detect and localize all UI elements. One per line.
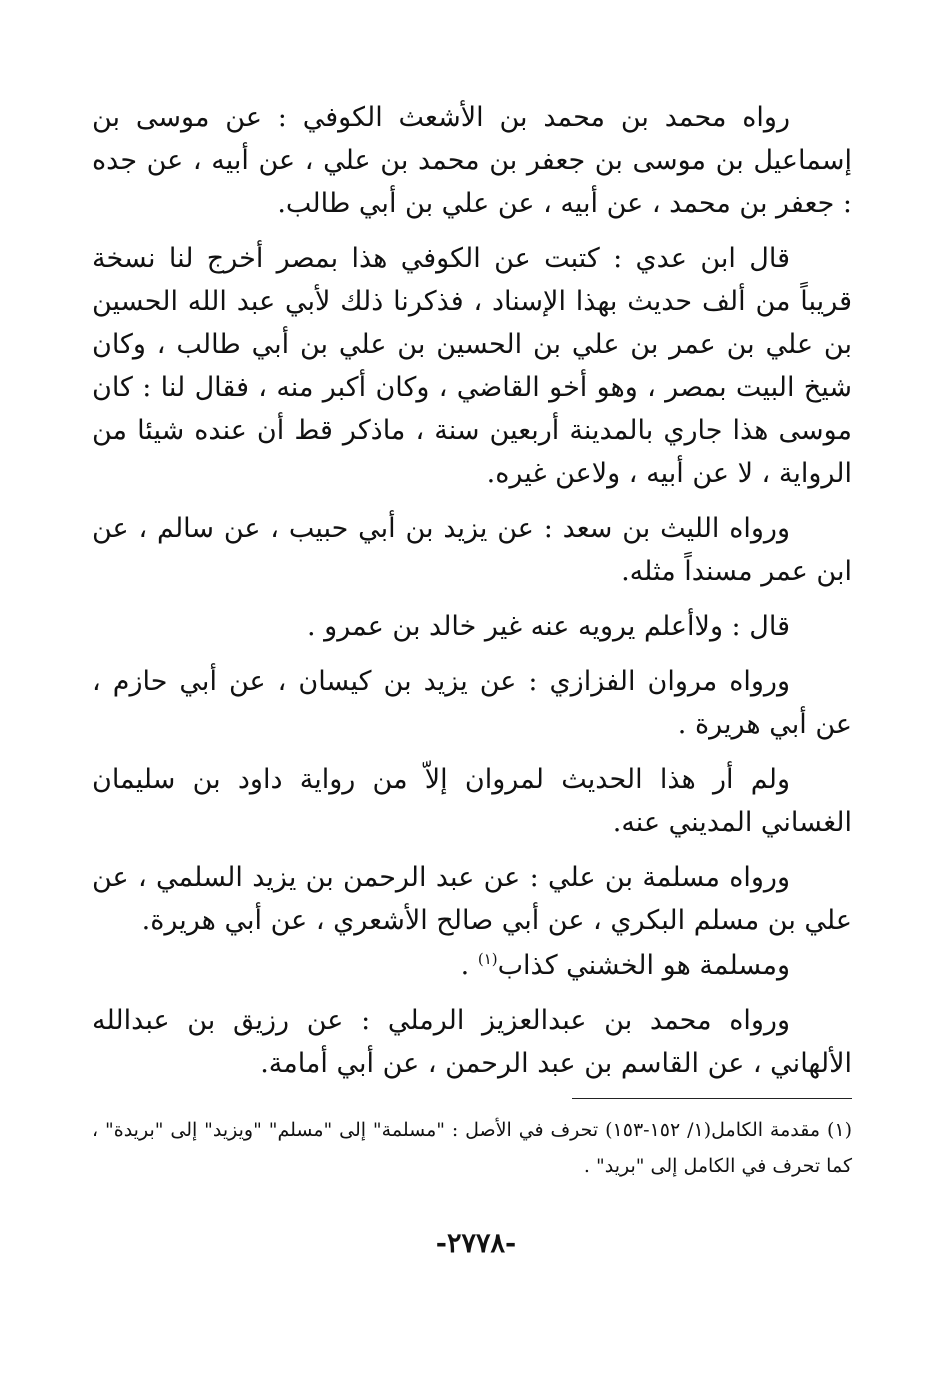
main-text bbox=[92, 96, 852, 1097]
paragraph-ramli: ورواه محمد بن عبدالعزيز الرملي : عن رزيق بن عبدالله الألهاني ، عن القاسم بن عبد الرحمن ، عن أبي أمامة. bbox=[92, 1005, 852, 1079]
maslama-note-text: ومسلمة هو الخشني كذاب bbox=[497, 950, 790, 981]
footnote: (١) مقدمة الكامل(١/ ١٥٢-١٥٣) تحرف في الأصل : "مسلمة" إلى "مسلم" "ويزيد" إلى "بريدة" ، كما تحرف في الكامل إلى "بريد" . bbox=[92, 1119, 852, 1177]
maslama-note-end: . bbox=[460, 950, 478, 981]
paragraph-ibn-adi: قال ابن عدي : كتبت عن الكوفي هذا بمصر أخرج لنا نسخة قريباً من ألف حديث بهذا الإسناد ، فذكرنا ذلك لأبي عبد الله الحسين بن علي بن عمر بن علي بن الحسين بن علي بن أبي طالب ، وكان شيخ البيت بمصر ، وهو أخو القاضي ، وكان أكبر منه ، فقال لنا : كان موسى هذا جاري بالمدينة أربعين سنة ، ماذكر قط أن عنده شيئا من الرواية ، لا عن أبيه ، ولاعن غيره. bbox=[92, 243, 852, 489]
footnote-divider bbox=[572, 1098, 852, 1099]
paragraph-maslama-note bbox=[92, 944, 852, 987]
paragraph-khalid: قال : ولاأعلم يرويه عنه غير خالد بن عمرو . bbox=[306, 611, 790, 642]
paragraph-marwan-comment: ولم أر هذا الحديث لمروان إلاّ من رواية داود بن سليمان الغساني المديني عنه. bbox=[92, 764, 852, 838]
paragraph-maslama: ورواه مسلمة بن علي : عن عبد الرحمن بن يزيد السلمي ، عن علي بن مسلم البكري ، عن أبي صالح الأشعري ، عن أبي هريرة. bbox=[92, 862, 852, 936]
footnote-ref[interactable]: (١) bbox=[477, 950, 498, 968]
paragraph-marwan: ورواه مروان الفزازي : عن يزيد بن كيسان ، عن أبي حازم ، عن أبي هريرة . bbox=[92, 666, 852, 740]
paragraph-isnad-kufi: رواه محمد بن محمد بن الأشعث الكوفي : عن موسى بن إسماعيل بن موسى بن جعفر بن محمد بن علي ، عن أبيه ، عن جده : جعفر بن محمد ، عن أبيه ، عن علي بن أبي طالب. bbox=[92, 102, 852, 219]
page-number: -٢٧٧٨- bbox=[435, 1228, 517, 1259]
paragraph-layth: ورواه الليث بن سعد : عن يزيد بن أبي حبيب ، عن سالم ، عن ابن عمر مسنداً مثله. bbox=[92, 513, 852, 587]
